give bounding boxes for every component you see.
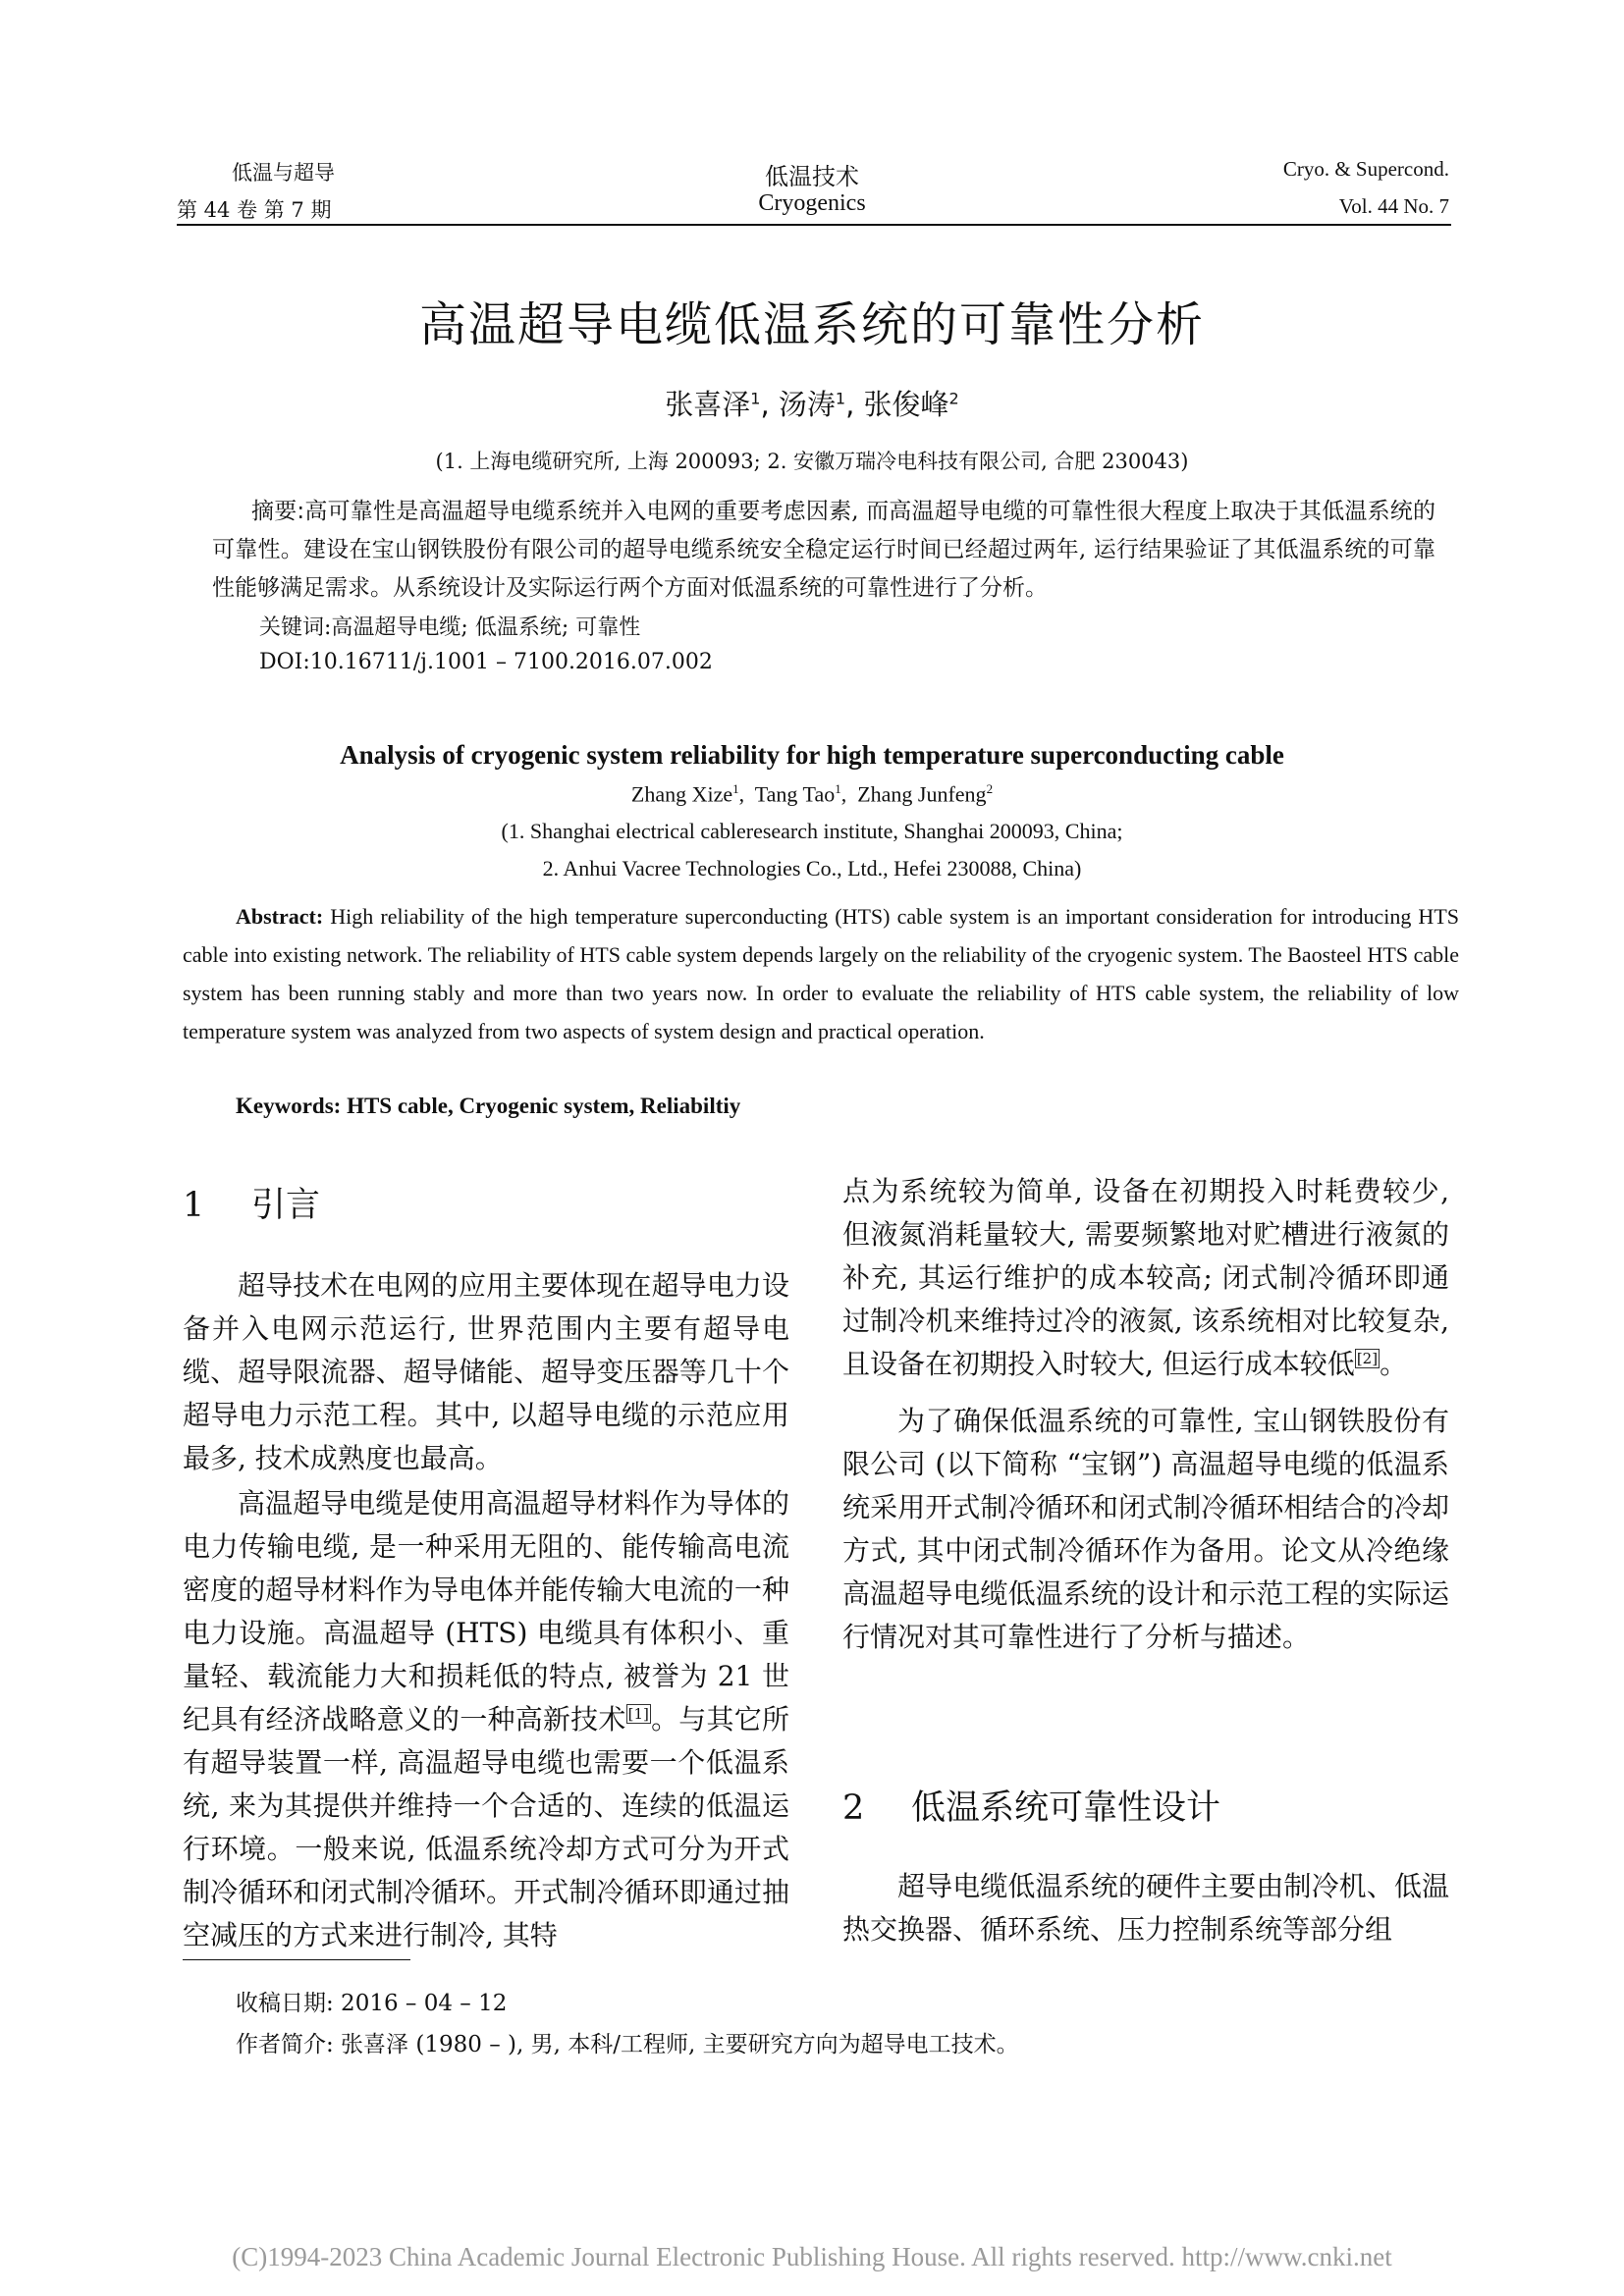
author-affil-mark: 1 bbox=[750, 389, 761, 408]
citation-ref: [1] bbox=[627, 1704, 649, 1723]
copyright-line: (C)1994-2023 China Academic Journal Electronic Publishing House. All rights reserved. http://www.cnki.net bbox=[232, 2242, 1392, 2271]
author-affil-mark-en: 1 bbox=[835, 781, 841, 796]
affiliations-cn: (1. 上海电缆研究所, 上海 200093; 2. 安徽万瑞冷电科技有限公司, 合肥 230043) bbox=[435, 450, 1189, 473]
journal-name-cn: 低温与超导 bbox=[232, 161, 335, 185]
authors-en: Zhang Xize$^1$, Tang Tao$^1$, Zhang Junfeng$^2$ bbox=[630, 781, 994, 807]
body-paragraph: 为了确保低温系统的可靠性, 宝山钢铁股份有限公司 (以下简称 “宝钢”) 高温超导电缆的低温系统采用开式制冷循环和闭式制冷循环相结合的冷却方式, 其中闭式制冷循环作为备用。论文从冷绝缘高温超导电缆低温系统的设计和示范工程的实际运行情况对其可靠性进行了分析与描述。 bbox=[842, 1405, 1449, 1653]
body-paragraph: 高温超导电缆是使用高温超导材料作为导体的电力传输电缆, 是一种采用无阻的、能传输高电流密度的超导材料作为导电体并能传输大电流的一种电力设施。高温超导 (HTS) 电缆具有体积小、重量轻、载流能力大和损耗低的特点, 被誉为 21 世纪具有经济战略意义的一种高新技术 [1]。与其它所有超导装置一样, 高温超导电缆也需要一个低温系统, 来为其提供并维持一个合适的、连续的低温运行环境。一般来说, 低温系统冷却方式可分为开式制冷循环和闭式制冷循环。开式制冷循环即通过抽空减压的方式来进行制冷, 其特 bbox=[183, 1487, 789, 1951]
footnote-received: 收稿日期: 2016 – 04 – 12 bbox=[236, 1991, 508, 2016]
author-affil-mark-en: 1 bbox=[732, 781, 739, 796]
abstract-text-cn: 高可靠性是高温超导电缆系统并入电网的重要考虑因素, 而高温超导电缆的可靠性很大程度上取决于其低温系统的可靠性。建设在宝山钢铁股份有限公司的超导电缆系统安全稳定运行时间已经超过两年, 运行结果验证了其低温系统的可靠性能够满足需求。从系统设计及实际运行两个方面对低温系统的可靠性进行了分析。 bbox=[212, 499, 1436, 601]
section-title: 引言 bbox=[251, 1186, 321, 1225]
author-affil-mark: 1 bbox=[835, 389, 846, 408]
author-affil-mark: 2 bbox=[948, 389, 959, 408]
keywords-cn bbox=[259, 611, 640, 641]
doi-label: DOI: bbox=[259, 650, 310, 674]
left-column-body bbox=[183, 1264, 789, 1957]
author-affil-mark-en: 2 bbox=[986, 781, 994, 796]
volume-issue-cn: 第 44 卷 第 7 期 bbox=[177, 198, 332, 222]
authors-cn: 张喜泽$^1$, 汤涛$^1$, 张俊峰$^2$ bbox=[665, 388, 959, 421]
keywords-text-cn: 高温超导电缆; 低温系统; 可靠性 bbox=[331, 615, 641, 640]
right-column-body bbox=[842, 1170, 1449, 1659]
keywords-label-cn: 关键词: bbox=[259, 615, 332, 640]
section-number: 1 bbox=[183, 1186, 205, 1225]
body-paragraph: 超导电缆低温系统的硬件主要由制冷机、低温热交换器、循环系统、压力控制系统等部分组 bbox=[842, 1870, 1449, 1946]
paper-title-cn: 高温超导电缆低温系统的可靠性分析 bbox=[418, 297, 1205, 352]
abstract-label-cn: 摘要: bbox=[251, 499, 305, 524]
section-2-heading bbox=[842, 1781, 1220, 1830]
section-name-en: Cryogenics bbox=[758, 190, 866, 216]
doi-value: 10.16711/j.1001 – 7100.2016.07.002 bbox=[309, 650, 713, 674]
paper-title-en: Analysis of cryogenic system reliability for high temperature superconducting cable bbox=[340, 740, 1284, 770]
author-name: 汤涛 bbox=[778, 388, 836, 421]
keywords-text-en: HTS cable, Cryogenic system, Reliabiltiy bbox=[341, 1094, 741, 1118]
keywords-en bbox=[236, 1094, 740, 1119]
volume-issue-en: Vol. 44 No. 7 bbox=[1338, 194, 1449, 218]
keywords-label-en: Keywords: bbox=[236, 1094, 342, 1118]
section-title: 低温系统可靠性设计 bbox=[911, 1789, 1221, 1828]
author-name-en: Zhang Junfeng bbox=[857, 781, 987, 807]
author-name: 张喜泽 bbox=[665, 388, 751, 421]
body-paragraph: 点为系统较为简单, 设备在初期投入时耗费较少, 但液氮消耗量较大, 需要频繁地对贮槽进行液氮的补充, 其运行维护的成本较高; 闭式制冷循环即通过制冷机来维持过冷的液氮, 该系统相对比较复杂, 且设备在初期投入时较大, 但运行成本较低 [2]。 bbox=[842, 1175, 1449, 1380]
doi bbox=[259, 650, 713, 674]
citation-ref: [2] bbox=[1356, 1349, 1379, 1367]
section-1-heading bbox=[183, 1178, 320, 1227]
affiliation-en-1: (1. Shanghai electrical cableresearch institute, Shanghai 200093, China; bbox=[501, 819, 1123, 843]
author-name-en: Zhang Xize bbox=[630, 781, 733, 807]
abstract-en bbox=[183, 897, 1459, 1050]
footnote-bio: 作者简介: 张喜泽 (1980 – ), 男, 本科/工程师, 主要研究方向为超导电工技术。 bbox=[236, 2032, 1019, 2057]
right-column-body-2 bbox=[842, 1865, 1449, 1951]
section-name-cn: 低温技术 bbox=[765, 163, 859, 190]
author-name-en: Tang Tao bbox=[754, 781, 836, 807]
abstract-cn bbox=[212, 493, 1435, 608]
section-number: 2 bbox=[842, 1789, 865, 1828]
affiliation-en-2: 2. Anhui Vacree Technologies Co., Ltd., Hefei 230088, China) bbox=[542, 856, 1082, 881]
journal-name-en: Cryo. & Supercond. bbox=[1282, 157, 1449, 181]
body-paragraph: 超导技术在电网的应用主要体现在超导电力设备并入电网示范运行, 世界范围内主要有超导电缆、超导限流器、超导储能、超导变压器等几十个超导电力示范工程。其中, 以超导电缆的示范应用最多, 技术成熟度也最高。 bbox=[183, 1269, 789, 1474]
abstract-label-en: Abstract: bbox=[236, 904, 324, 929]
abstract-text-en: High reliability of the high temperature superconducting (HTS) cable system is an important consideration for introducing HTS cable into existing network. The reliability of HTS cable system depends largely on the reliability of the cryogenic system. The Baosteel HTS cable system has been running stably and more than two years now. In order to evaluate the reliability of HTS cable system, the reliability of low temperature system was analyzed from two aspects of system design and practical operation. bbox=[183, 904, 1459, 1043]
header-rule bbox=[177, 224, 1451, 226]
author-name: 张俊峰 bbox=[863, 388, 949, 421]
footnote-rule bbox=[183, 1959, 410, 1960]
